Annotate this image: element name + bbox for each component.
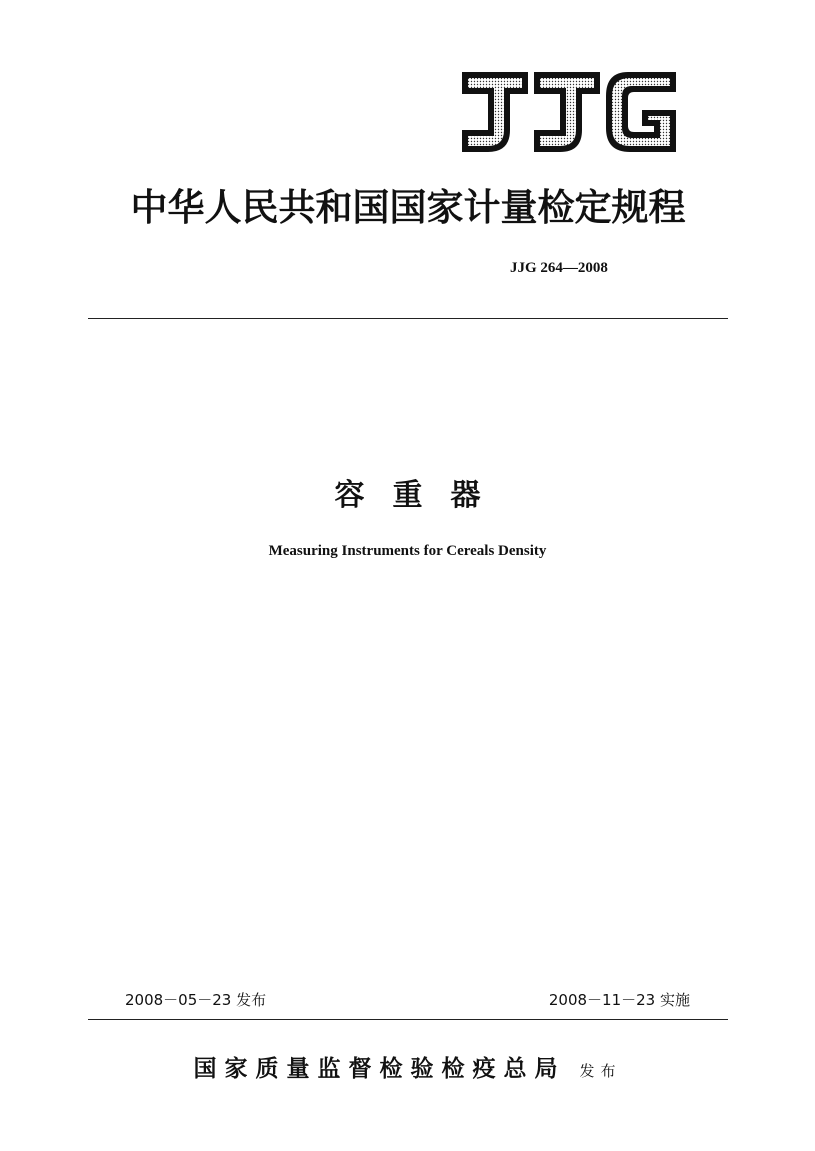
top-divider [88, 318, 728, 319]
logo-letter-j-second [534, 72, 600, 152]
regulation-series-title: 中华人民共和国国家计量检定规程 [130, 185, 686, 229]
publish-label: 发布 [579, 1062, 622, 1080]
logo-letter-g [606, 72, 676, 152]
publisher-line [0, 1050, 815, 1083]
document-title: 容重器 [334, 478, 509, 513]
publisher-name: 国家质量监督检验检疫总局 [193, 1055, 566, 1082]
issue-date: 2008－05－23 发布 [125, 991, 267, 1009]
document-subtitle: Measuring Instruments for Cereals Density [268, 543, 547, 559]
jjg-logo-icon [458, 68, 680, 156]
bottom-divider [88, 1019, 728, 1020]
logo-letter-j-first [462, 72, 528, 152]
standard-code: JJG 264—2008 [510, 260, 608, 276]
effective-date: 2008－11－23 实施 [548, 991, 690, 1009]
